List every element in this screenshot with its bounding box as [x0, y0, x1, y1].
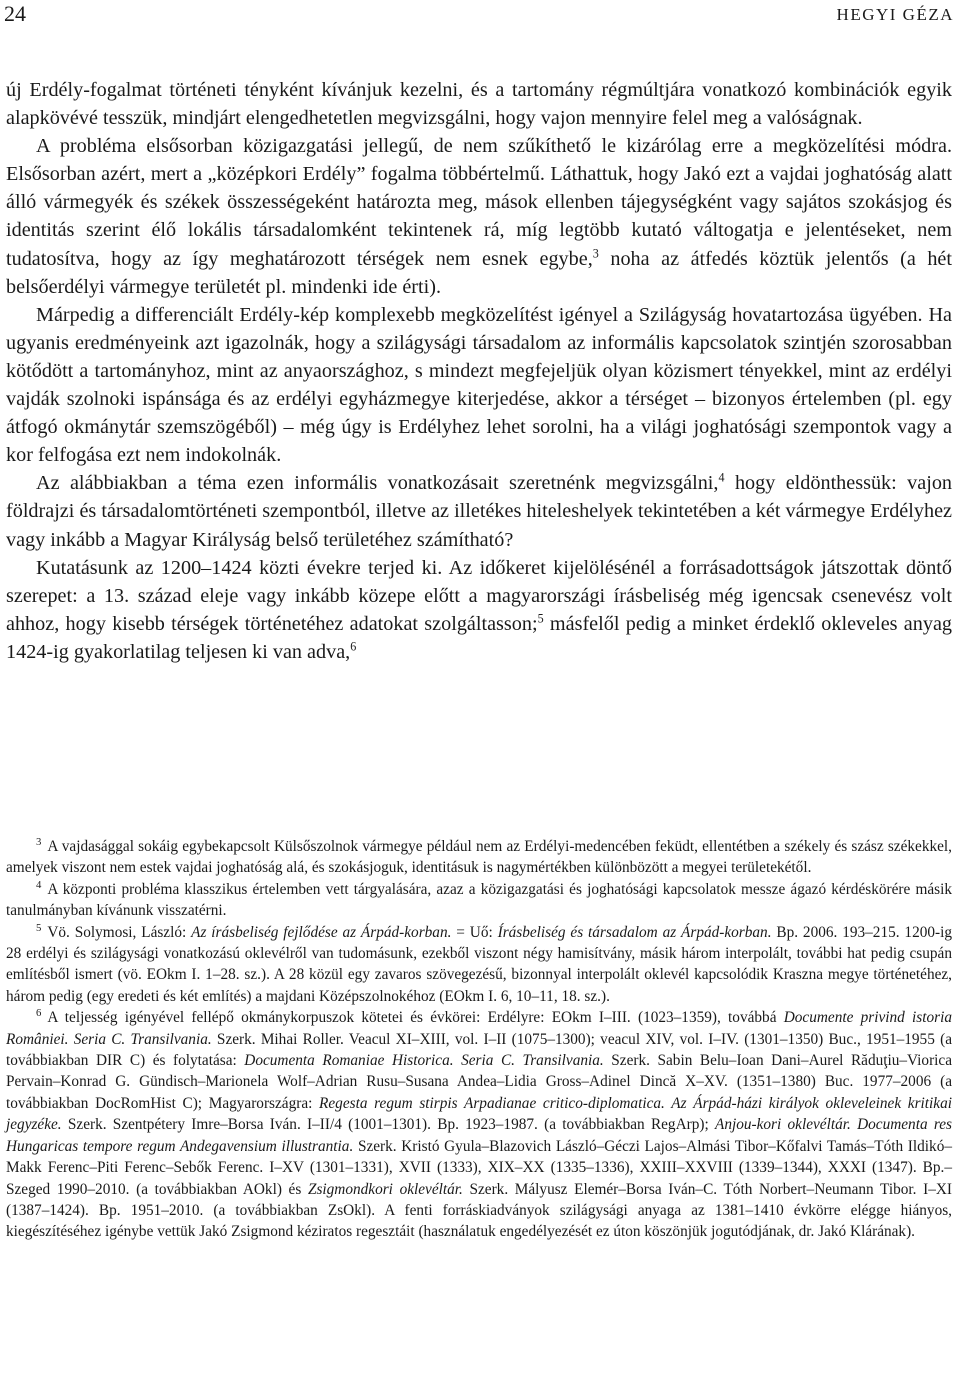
footnote-ref: 6: [350, 639, 357, 654]
page-number: 24: [4, 1, 26, 26]
main-text: [6, 76, 952, 666]
paragraph: [6, 132, 952, 301]
footnote-ref: 3: [592, 245, 599, 260]
footnote-number: 3: [36, 835, 42, 848]
text-segment: új Erdély-fogalmat történeti tényként kívánjuk kezelni, és a tartomány régmúltjára vonatkozó kombinációk egyik alapkövévé tesszük, mindjárt elengedhetetlen megvizsgálni, hogy vajon mennyire felel meg a valóságnak.: [6, 79, 952, 130]
footnotes: [6, 836, 952, 1243]
text-segment: A központi probléma klasszikus értelemben vett tárgyalására, azaz a közigazgatási és joghatósági kapcsolatok messze ágazó kérdéskörére másik tanulmányban kívánunk visszatérni.: [6, 880, 952, 920]
page-header: [0, 0, 960, 30]
italic-text: Documente privind istoria României. Seria C. Transilvania.: [6, 1009, 952, 1048]
italic-text: Írásbeliség és társadalom az Árpád-korban.: [497, 923, 772, 941]
text-segment: = Uő:: [451, 923, 498, 941]
text-segment: Vö. Solymosi, László:: [47, 923, 192, 941]
italic-text: Zsigmondkori oklevéltár.: [307, 1180, 463, 1198]
paragraph: [6, 301, 952, 470]
paragraph: [6, 469, 952, 553]
italic-text: Az írásbeliség fejlődése az Árpád-korban.: [191, 923, 452, 941]
text-segment: hogy eldönthessük: vajon földrajzi és társadalomtörténeti szempontból, illetve az illetékes hiteleshelyek tekintetében a két vármegye Erdélyhez vagy inkább a Magyar Királyság belső területéhez számítható?: [6, 472, 953, 551]
text-segment: Bp. 2006. 193–215. 1200-ig 28 erdélyi és szilágysági vonatkozású oklevélről van tudomásunk, ezekből viszont négy hamisítvány, másik három interpolált, további hat pedig csupán említésből ismert (vö. EOkm I. 1–28. sz.). A 28 közül egy zavaros szövegezésű, bizonnyal interpolált oklevél kapcsolódik Kraszna megye történetéhez, három pedig (egy eredeti és két említés) a majdani Középszolnokéhoz (EOkm I. 6, 10–11, 18. sz.).: [6, 923, 953, 1005]
paragraph: [6, 76, 952, 132]
text-segment: másfelől pedig a minket érdeklő okleveles anyag 1424-ig gyakorlatilag teljesen ki van adva,: [6, 612, 952, 663]
footnote: [6, 836, 952, 879]
footnote: [6, 922, 952, 1008]
text-segment: Szerk. Mályusz Elemér–Borsa Iván–C. Tóth Norbert–Neumann Tibor. I–XI (1387–1424). Bp. 1951–2010. (a továbbiakban ZsOkl). A fenti forráskiadványok szilágysági anyaga az 1381–1410 évkörre elégge hiányos, kiegészítéséhez igénybe vettük Jakó Zsigmond kéziratos regesztáit (használatuk engedélyezését ez úton köszönjük jogutódjának, dr. Jakó Klárának).: [6, 1180, 952, 1241]
text-segment: Az alábbiakban a téma ezen informális vonatkozásait szeretnénk megvizsgálni,: [36, 472, 719, 495]
italic-text: Anjou-kori oklevéltár. Documenta res Hungaricas tempore regum Andegavensium illustrantia.: [6, 1116, 952, 1155]
footnote-ref: 5: [537, 611, 544, 626]
italic-text: Regesta regum stirpis Arpadianae critico-diplomatica. Az Árpád-házi királyok okleveleinek kritikai jegyzéke.: [6, 1094, 952, 1134]
footnote: [6, 1007, 952, 1242]
text-segment: Szerk. Szentpétery Imre–Borsa Iván. I–II/4 (1001–1301). Bp. 1923–1987. (a továbbiakban RegArp);: [61, 1116, 715, 1134]
text-segment: Szerk. Kristó Gyula–Blazovich László–Géczi Lajos–Almási Tibor–Kőfalvi Tamás–Tóth Ildikó–Makk Ferenc–Piti Ferenc–Sebők Ferenc. I–XV (1301–1331), XVII (1333), XIX–XX (1335–1336), XXIII–XXVIII (1339–1344), XXXI (1347). Bp.–Szeged 1990–2010. (a továbbiakban AOkl) és: [6, 1137, 952, 1198]
text-segment: A probléma elsősorban közigazgatási jellegű, de nem szűkíthető le kizárólag erre a megközelítési módra. Elsősorban azért, mert a „középkori Erdély” fogalma többértelmű. Láthattuk, hogy Jakó ezt a vajdai joghatóság alatt álló vármegyék és székek összességeként határozta meg, mások ellenben tájegységként vagy sajátos szokásjog és identitás szerint élő lokális társadalomként tekintenek rá, míg legtöbb kutató váltogatja e jelentéseket, nem tudatosítva, hogy az így meghatározott térségek nem esnek egybe,: [6, 135, 952, 270]
footnote-number: 4: [36, 878, 42, 891]
italic-text: Documenta Romaniae Historica. Seria C. Transilvania.: [244, 1052, 604, 1070]
footnote: [6, 879, 952, 922]
text-segment: noha az átfedés köztük jelentős (a hét belsőerdélyi vármegye területét pl. mindenki ide érti).: [6, 247, 953, 298]
footnote-number: 6: [36, 1007, 42, 1020]
text-segment: Kutatásunk az 1200–1424 közti évekre terjed ki. Az időkeret kijelölésénél a forrásadottságok játszottak döntő szerepet: a 13. század eleje vagy inkább közepe előtt a magyarországi írásbeliség még igencsak csenevész volt ahhoz, hogy kisebb térségek történetéhez adatokat szolgáltasson;: [6, 556, 952, 635]
text-segment: Márpedig a differenciált Erdély-kép komplexebb megközelítést igényel a Szilágyság hovatartozása ügyében. Ha ugyanis eredményeink azt igazolnák, hogy a szilágysági társadalom az informális kapcsolatok szintjén szorosabban kötődött a tartományhoz, mint az anyaországhoz, s mindezt megfejeljük olyan közismert tényekkel, mint az erdélyi vajdák szolnoki ispánsága és az erdélyi egyházmegye kiterjedése, akkor a térséget – bizonyos értelemben (pl. egy átfogó okmánytár szemszögéből) – még úgy is Erdélyhez lehet sorolni, ha a világi joghatósági szempontok vagy a kor felfogása ezt nem indokolnák.: [6, 303, 952, 467]
footnote-number: 5: [36, 921, 42, 934]
running-head-author: HEGYI GÉZA: [836, 5, 954, 24]
text-segment: A vajdasággal sokáig egybekapcsolt Külsőszolnok vármegye például nem az Erdélyi-medencében feküdt, ellentétben a székely és szász székekkel, amelyek viszont nem estek vajdai joghatóság alá, és szokásjoguk, identitásuk is nagymértékben különbözött a megyei területekétől.: [6, 838, 952, 877]
text-segment: Szerk. Sabin Belu–Ioan Dani–Aurel Răduţiu–Viorica Pervain–Konrad G. Gündisch–Marionela Wolf–Adrian Rusu–Susana Andea–Lidia Gross–Adinel Dincă X–XV. (1351–1380) Buc. 1977–2006 (a továbbiakban DocRomHist C); Magyarországra:: [6, 1052, 952, 1112]
text-segment: A teljesség igényével fellépő okmánykorpuszok kötetei és évkörei: Erdélyre: EOkm I–III. (1023–1359), továbbá: [47, 1009, 784, 1027]
footnote-ref: 4: [718, 470, 725, 485]
paragraph: [6, 554, 952, 666]
text-segment: Szerk. Mihai Roller. Veacul XI–XIII, vol. I–II (1075–1300); veacul XIV, vol. I–IV. (1301–1350) Buc., 1951–1955 (a továbbiakban DIR C) és folytatása:: [6, 1030, 952, 1070]
